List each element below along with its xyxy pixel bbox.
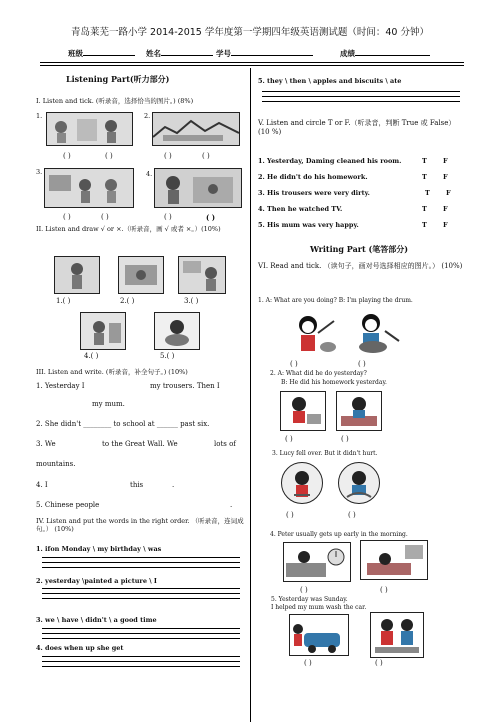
s4-item-2: 2. yesterday \painted a picture \ I — [36, 577, 157, 585]
s6-q3-paren-b[interactable]: ( ) — [348, 511, 356, 519]
answer-line[interactable] — [262, 101, 460, 102]
score-field — [340, 47, 430, 59]
false-option[interactable]: F — [443, 173, 448, 181]
section-2-title: II. Listen and draw √ or ×.（听录音，画 √ 或者 ×。）(10%) — [36, 225, 221, 233]
name-label: 姓名 — [146, 49, 161, 58]
s1-paren-1[interactable]: ( ) — [63, 152, 71, 160]
s2-label-2[interactable]: 2.( ) — [120, 297, 135, 305]
section-4-title: IV. Listen and put the words in the right order. （听录音，连词成句。） (10%) — [36, 517, 244, 533]
section-3-title: III. Listen and write. (听录音，补全句子。) (10%) — [36, 368, 188, 376]
section-1-title: I. Listen and tick. (听录音，选择恰当的图片。) (8%) — [36, 97, 194, 105]
s1-paren-7[interactable]: ( ) — [164, 213, 172, 221]
s6-q3-picture-b — [338, 462, 380, 504]
tf-statement-5: 5. His mum was very happy. — [258, 221, 359, 229]
answer-line[interactable] — [42, 567, 240, 568]
s6-q5-paren-b[interactable]: ( ) — [375, 659, 383, 667]
tf-statement-1: 1. Yesterday, Daming cleaned his room. — [258, 157, 402, 165]
s4-item-1: 1. ifon Monday \ my birthday \ was — [36, 545, 162, 553]
answer-line[interactable] — [42, 633, 240, 634]
class-field — [68, 47, 135, 59]
s1-picture-4 — [154, 168, 242, 208]
answer-line[interactable] — [42, 557, 240, 558]
number-blank[interactable] — [231, 47, 313, 56]
answer-line[interactable] — [42, 666, 240, 667]
s6-q3: 3. Lucy fell over. But it didn't hurt. — [272, 450, 378, 457]
true-option[interactable]: T — [422, 205, 427, 213]
s2-picture-1 — [54, 256, 100, 294]
s2-picture-5 — [154, 312, 200, 350]
s2-picture-3 — [178, 256, 226, 294]
s3-q3-end: lots of — [214, 440, 236, 448]
s1-paren-4[interactable]: ( ) — [202, 152, 210, 160]
name-blank[interactable] — [161, 47, 213, 56]
s6-q4-paren-b[interactable]: ( ) — [380, 586, 388, 594]
s2-label-1[interactable]: 1.( ) — [56, 297, 71, 305]
s1-num-4: 4. — [146, 170, 153, 178]
s4-item-5: 5. they \ then \ apples and biscuits \ ate — [258, 77, 402, 85]
s2-label-5[interactable]: 5.( ) — [160, 352, 175, 360]
tf-statement-2: 2. He didn't do his homework. — [258, 173, 368, 181]
writing-heading: Writing Part (笔答部分) — [310, 244, 409, 254]
true-option[interactable]: T — [425, 189, 430, 197]
s1-picture-1 — [46, 112, 133, 146]
answer-line[interactable] — [42, 593, 240, 594]
answer-line[interactable] — [262, 96, 460, 97]
false-option[interactable]: F — [443, 221, 448, 229]
s6-q1-paren-a[interactable]: ( ) — [290, 360, 298, 368]
class-label: 班级 — [68, 49, 83, 58]
s6-q3-picture-a — [281, 462, 323, 504]
listening-heading: Listening Part(听力部分) — [66, 74, 170, 84]
s6-q2-question: 2. A: What did he do yesterday? — [270, 370, 367, 377]
s3-q3-start: 3. We — [36, 440, 56, 448]
score-label: 成绩 — [340, 49, 355, 58]
s3-q4-mid: this — [130, 481, 144, 489]
s6-q4-picture-b — [360, 540, 428, 580]
answer-line[interactable] — [42, 588, 240, 589]
column-divider — [250, 68, 251, 722]
s3-q3-wrap: mountains. — [36, 460, 76, 468]
answer-line[interactable] — [42, 562, 240, 563]
s1-num-1: 1. — [36, 112, 43, 120]
number-label: 学号 — [216, 49, 231, 58]
s4-item-4: 4. does when up she get — [36, 644, 124, 652]
s3-q2: 2. She didn't ________ to school at ______ past six. — [36, 420, 210, 428]
header-rule-2 — [40, 65, 464, 66]
s3-q3-mid: to the Great Wall. We — [102, 440, 178, 448]
number-field — [216, 47, 313, 59]
answer-line[interactable] — [42, 656, 240, 657]
answer-line[interactable] — [42, 638, 240, 639]
tf-statement-4: 4. Then he watched TV. — [258, 205, 343, 213]
s2-picture-4 — [80, 312, 126, 350]
false-option[interactable]: F — [443, 157, 448, 165]
s6-q2-picture-b — [336, 391, 382, 431]
s3-q1-mid: my trousers. Then I — [150, 382, 220, 390]
s3-q5-start: 5. Chinese people — [36, 501, 100, 509]
header-rule — [40, 62, 464, 63]
tf-statement-3: 3. His trousers were very dirty. — [258, 189, 370, 197]
s6-q5-picture-a — [289, 614, 349, 656]
s3-q1-start: 1. Yesterday I — [36, 382, 85, 390]
true-option[interactable]: T — [422, 173, 427, 181]
s6-q1-paren-b[interactable]: ( ) — [358, 360, 366, 368]
s6-q2-picture-a — [280, 391, 326, 431]
s6-q4: 4. Peter usually gets up early in the morning. — [270, 531, 408, 538]
s2-label-4[interactable]: 4.( ) — [84, 352, 99, 360]
class-blank[interactable] — [83, 47, 135, 56]
s1-paren-8[interactable]: ( ) — [206, 213, 216, 222]
s6-q2-paren-b[interactable]: ( ) — [341, 435, 349, 443]
s6-q5-picture-b — [370, 612, 424, 658]
name-field — [146, 47, 213, 59]
score-blank[interactable] — [355, 47, 430, 56]
s1-num-3: 3. — [36, 168, 43, 176]
false-option[interactable]: F — [443, 205, 448, 213]
s1-num-2: 2. — [144, 112, 151, 120]
true-option[interactable]: T — [422, 221, 427, 229]
s1-picture-3 — [44, 168, 134, 208]
section-6-title: VI. Read and tick. （读句子，画对号选择相应的图片。） (10%) — [258, 262, 463, 270]
answer-line[interactable] — [42, 661, 240, 662]
s6-q1-picture-a — [287, 310, 341, 358]
s4-item-3: 3. we \ have \ didn't \ a good time — [36, 616, 157, 624]
s6-q5-paren-a[interactable]: ( ) — [304, 659, 312, 667]
answer-line[interactable] — [42, 598, 240, 599]
s1-picture-2 — [152, 112, 240, 146]
s3-q4-start: 4. I — [36, 481, 48, 489]
s1-paren-3[interactable]: ( ) — [164, 152, 172, 160]
s3-q1-end: my mum. — [92, 400, 125, 408]
s6-q5-line1: 5. Yesterday was Sunday. — [271, 596, 348, 603]
s1-paren-6[interactable]: ( ) — [101, 213, 109, 221]
section-5-title: V. Listen and circle T or F.（听录音，判断 True 或 False） (10 %) — [258, 119, 456, 136]
s6-q1: 1. A: What are you doing? B: I'm playing the drum. — [258, 297, 413, 304]
s6-q5-line2: I helped my mum wash the car. — [271, 604, 367, 611]
true-option[interactable]: T — [422, 157, 427, 165]
s6-q2-paren-a[interactable]: ( ) — [285, 435, 293, 443]
s1-paren-5[interactable]: ( ) — [63, 213, 71, 221]
s3-q5-end: . — [230, 501, 233, 509]
s2-picture-2 — [118, 256, 164, 294]
s6-q2-answer: B: He did his homework yesterday. — [281, 379, 387, 386]
s1-paren-2[interactable]: ( ) — [105, 152, 113, 160]
s6-q4-picture-a — [283, 542, 351, 582]
s6-q4-paren-a[interactable]: ( ) — [300, 586, 308, 594]
s6-q1-picture-b — [344, 310, 408, 356]
answer-line[interactable] — [42, 628, 240, 629]
s3-q4-end: . — [172, 481, 175, 489]
s6-q3-paren-a[interactable]: ( ) — [286, 511, 294, 519]
false-option[interactable]: F — [446, 189, 451, 197]
s2-label-3[interactable]: 3.( ) — [184, 297, 199, 305]
exam-title: 青岛莱芜一路小学 2014-2015 学年度第一学期四年级英语测试题（时间：40 分钟） — [71, 27, 429, 38]
answer-line[interactable] — [262, 91, 460, 92]
